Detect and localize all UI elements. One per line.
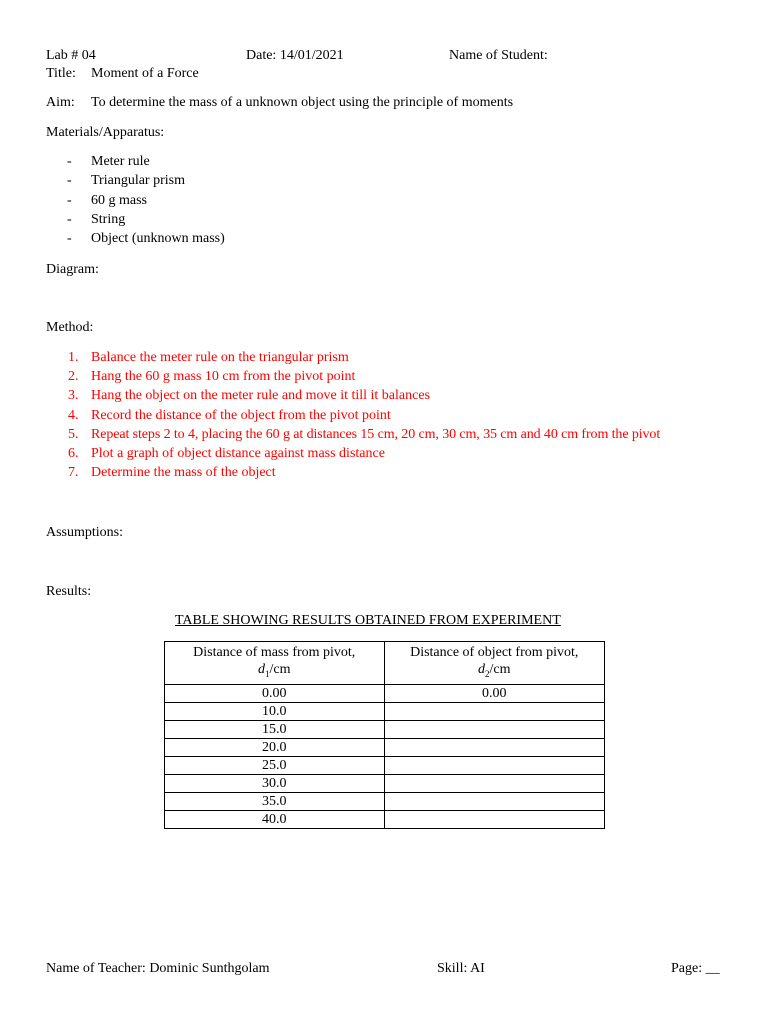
mass-distance-cell: 25.0: [165, 757, 385, 775]
object-distance-cell: [384, 757, 605, 775]
object-distance-cell: [384, 721, 605, 739]
method-step-text: Record the distance of the object from the pivot point: [91, 408, 391, 423]
column-header-object-distance: Distance of object from pivot, $d_2/cm$: [384, 642, 605, 685]
mass-distance-cell: 35.0: [165, 793, 385, 811]
mass-distance-cell: 0.00: [165, 685, 385, 703]
method-step-text: Plot a graph of object distance against mass distance: [91, 446, 385, 461]
material-item-label: Meter rule: [91, 154, 150, 169]
table-row: [165, 703, 605, 721]
object-distance-cell: [384, 793, 605, 811]
mass-distance-cell: 15.0: [165, 721, 385, 739]
method-step-text: Balance the meter rule on the triangular prism: [91, 350, 349, 365]
material-item-label: Object (unknown mass): [91, 231, 225, 246]
material-item-label: String: [91, 212, 126, 227]
aim-label: Aim:: [46, 95, 75, 110]
object-distance-cell: [384, 703, 605, 721]
page-number: Page: __: [671, 961, 720, 976]
table-row: [165, 739, 605, 757]
results-table: [164, 641, 605, 829]
table-row: [165, 811, 605, 829]
method-step-text: Determine the mass of the object: [91, 465, 276, 480]
title-value: Moment of a Force: [91, 66, 199, 81]
table-row: [165, 685, 605, 703]
method-step-text: Hang the object on the meter rule and move it till it balances: [91, 388, 431, 403]
student-name-label: Name of Student:: [449, 48, 548, 63]
dash-bullet: -: [67, 193, 72, 208]
method-step-text: Hang the 60 g mass 10 cm from the pivot point: [91, 369, 356, 384]
lab-date: Date: 14/01/2021: [246, 48, 344, 63]
results-heading: Results:: [46, 584, 92, 599]
mass-distance-cell: 30.0: [165, 775, 385, 793]
table-header-row: [165, 642, 605, 685]
table-title: TABLE SHOWING RESULTS OBTAINED FROM EXPERIMENT: [175, 613, 561, 628]
object-distance-cell: [384, 739, 605, 757]
object-distance-cell: [384, 811, 605, 829]
dash-bullet: -: [67, 173, 72, 188]
method-step-text: Repeat steps 2 to 4, placing the 60 g at distances 15 cm, 20 cm, 30 cm, 35 cm and 40 cm from the pivot: [91, 427, 661, 442]
table-row: [165, 793, 605, 811]
title-label: Title:: [46, 66, 76, 81]
dash-bullet: -: [67, 154, 72, 169]
teacher-name: Name of Teacher: Dominic Sunthgolam: [46, 961, 270, 976]
mass-distance-cell: 20.0: [165, 739, 385, 757]
dash-bullet: -: [67, 231, 72, 246]
aim-value: To determine the mass of a unknown object using the principle of moments: [91, 95, 514, 110]
skill-label: Skill: AI: [437, 961, 485, 976]
mass-distance-cell: 10.0: [165, 703, 385, 721]
table-row: [165, 757, 605, 775]
dash-bullet: -: [67, 212, 72, 227]
assumptions-heading: Assumptions:: [46, 525, 124, 540]
diagram-heading: Diagram:: [46, 262, 99, 277]
table-row: [165, 721, 605, 739]
materials-heading: Materials/Apparatus:: [46, 125, 165, 140]
object-distance-cell: 0.00: [384, 685, 605, 703]
object-distance-cell: [384, 775, 605, 793]
table-row: [165, 775, 605, 793]
method-heading: Method:: [46, 320, 94, 335]
mass-distance-cell: 40.0: [165, 811, 385, 829]
material-item-label: Triangular prism: [91, 173, 185, 188]
material-item-label: 60 g mass: [91, 193, 147, 208]
lab-number: Lab # 04: [46, 48, 96, 63]
column-header-mass-distance: Distance of mass from pivot, $d_1/cm$: [165, 642, 385, 685]
